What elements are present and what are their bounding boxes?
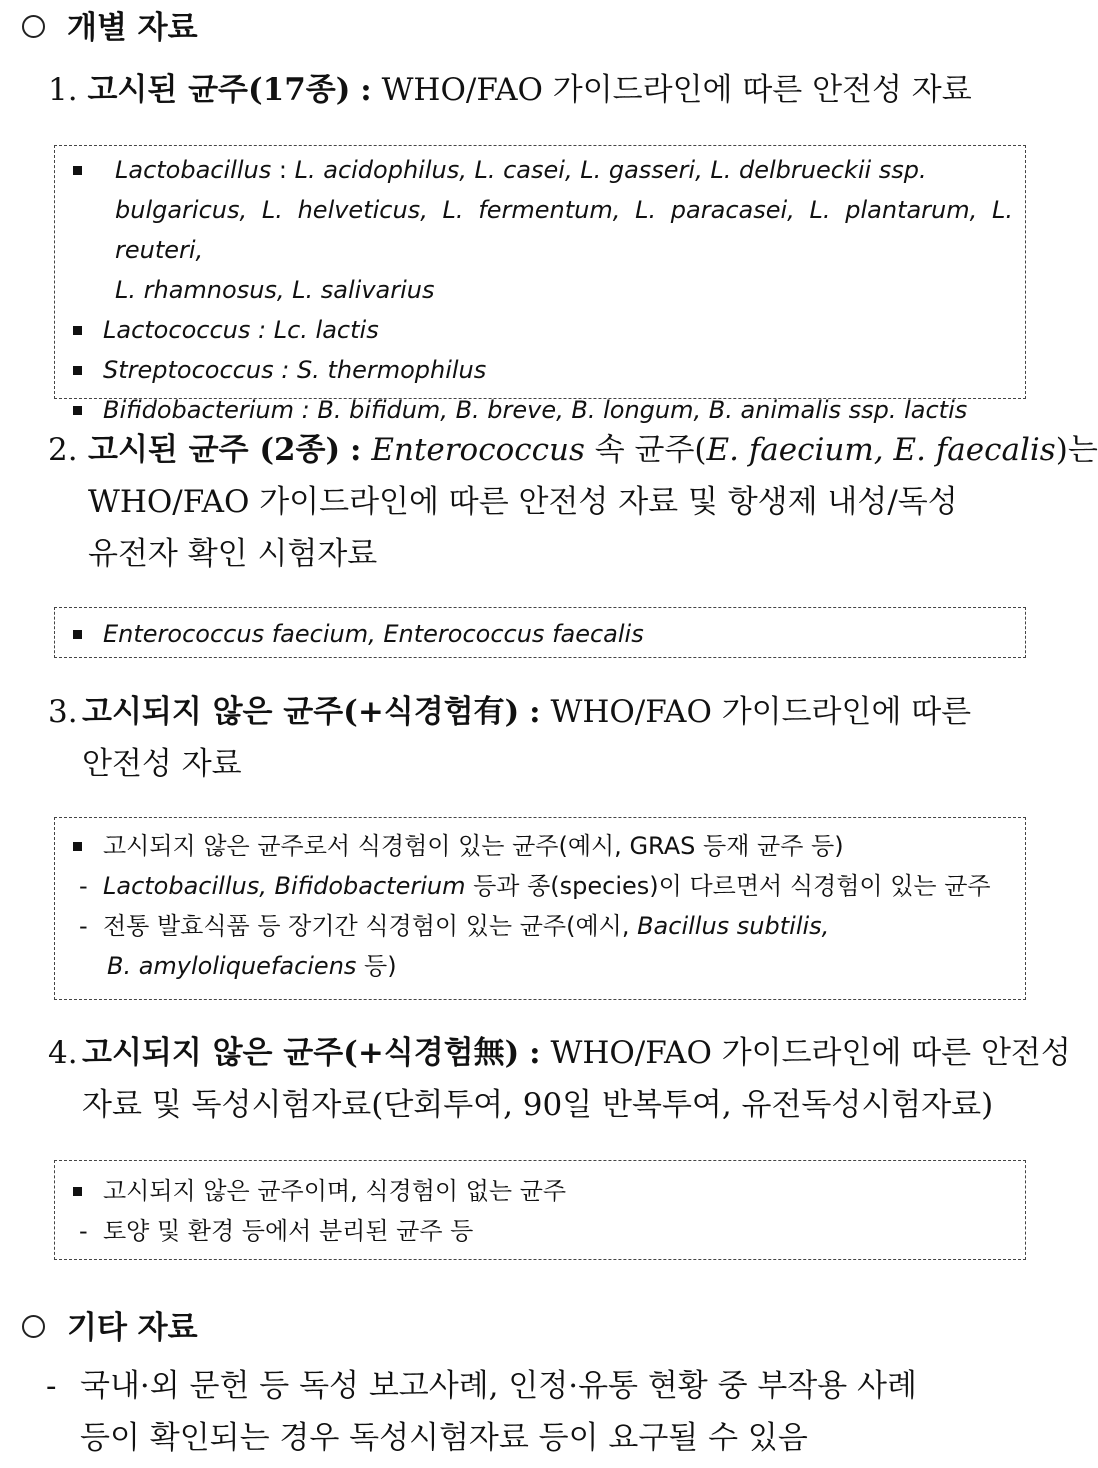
square-bullet-icon: [73, 1187, 82, 1196]
square-bullet-icon: [73, 366, 82, 375]
item-4-title: 고시되지 않은 균주(+식경험無): [82, 1035, 520, 1071]
item-1-strain-box: [54, 145, 1026, 424]
item-2-heading: 2. 고시된 균주 (2종) : Enterococcus 속 균주(E. faecium, E. faecalis)는 WHO/FAO 가이드라인에 따른 안전성 자료 및 항생제 내성/독성 유전자 확인 시험자료: [48, 432, 1098, 572]
item-3-box-detail-1: - Lactobacillus, Bifidobacterium 등과 종(species)이 다르면서 식경험이 있는 균주: [79, 872, 991, 900]
square-bullet-icon: [73, 326, 82, 335]
lactobacillus-entry: Lactobacillus : L. acidophilus, L. casei, L. gasseri, L. delbrueckii ssp. bulgaricus, L. helveticus, L. fermentum, L. paracasei, L. plantarum, L. reuteri, L. rhamnosus, L. salivarius: [55, 150, 1013, 310]
item-3-title: 고시되지 않은 균주(+식경험有): [82, 694, 520, 730]
item-3-box-detail-2-cont: B. amyloliquefaciens 등): [107, 952, 397, 980]
hollow-circle-bullet-icon: [22, 1315, 45, 1338]
lactococcus-entry: Lactococcus : Lc. lactis: [55, 310, 1013, 350]
hollow-circle-bullet-icon: [22, 15, 45, 38]
item-4-box-main: 고시되지 않은 균주이며, 식경험이 없는 균주: [103, 1171, 1013, 1211]
item-1-title: 고시된 균주(17종): [87, 72, 351, 108]
item-2-title: 고시된 균주 (2종): [88, 432, 341, 468]
item-3-box-main: 고시되지 않은 균주로서 식경험이 있는 균주(예시, GRAS 등재 균주 등): [103, 826, 1013, 866]
item-3-heading: 3. 고시되지 않은 균주(+식경험有) : WHO/FAO 가이드라인에 따른 안전성 자료: [48, 694, 972, 782]
section-heading-other: 기타 자료: [22, 1302, 198, 1347]
bifidobacterium-entry: Bifidobacterium : B. bifidum, B. breve, B. longum, B. animalis ssp. lactis: [55, 390, 1013, 430]
item-4-box-detail-1: - 토양 및 환경 등에서 분리된 균주 등: [79, 1217, 474, 1245]
square-bullet-icon: [73, 406, 82, 415]
item-4-heading: 4. 고시되지 않은 균주(+식경험無) : WHO/FAO 가이드라인에 따른 안전성 자료 및 독성시험자료(단회투여, 90일 반복투여, 유전독성시험자료): [48, 1035, 1071, 1123]
streptococcus-entry: Streptococcus : S. thermophilus: [55, 350, 1013, 390]
item-4-strain-box: [54, 1160, 1026, 1260]
other-note: - 국내·외 문헌 등 독성 보고사례, 인정·유통 현황 중 부작용 사례 등이 확인되는 경우 독성시험자료 등이 요구될 수 있음: [46, 1368, 917, 1456]
item-2-strain-box: [54, 607, 1026, 658]
square-bullet-icon: [73, 630, 82, 639]
square-bullet-icon: [73, 166, 82, 175]
item-3-box-detail-2: - 전통 발효식품 등 장기간 식경험이 있는 균주(예시, Bacillus subtilis,: [79, 912, 830, 940]
section-heading-individual: 개별 자료: [22, 2, 198, 47]
square-bullet-icon: [73, 842, 82, 851]
item-1-heading: 1. 고시된 균주(17종) : WHO/FAO 가이드라인에 따른 안전성 자료: [48, 72, 972, 108]
enterococcus-entry: Enterococcus faecium, Enterococcus faecalis: [103, 614, 1025, 654]
item-3-strain-box: [54, 817, 1026, 1000]
item-1-desc: WHO/FAO 가이드라인에 따른 안전성 자료: [381, 72, 972, 108]
